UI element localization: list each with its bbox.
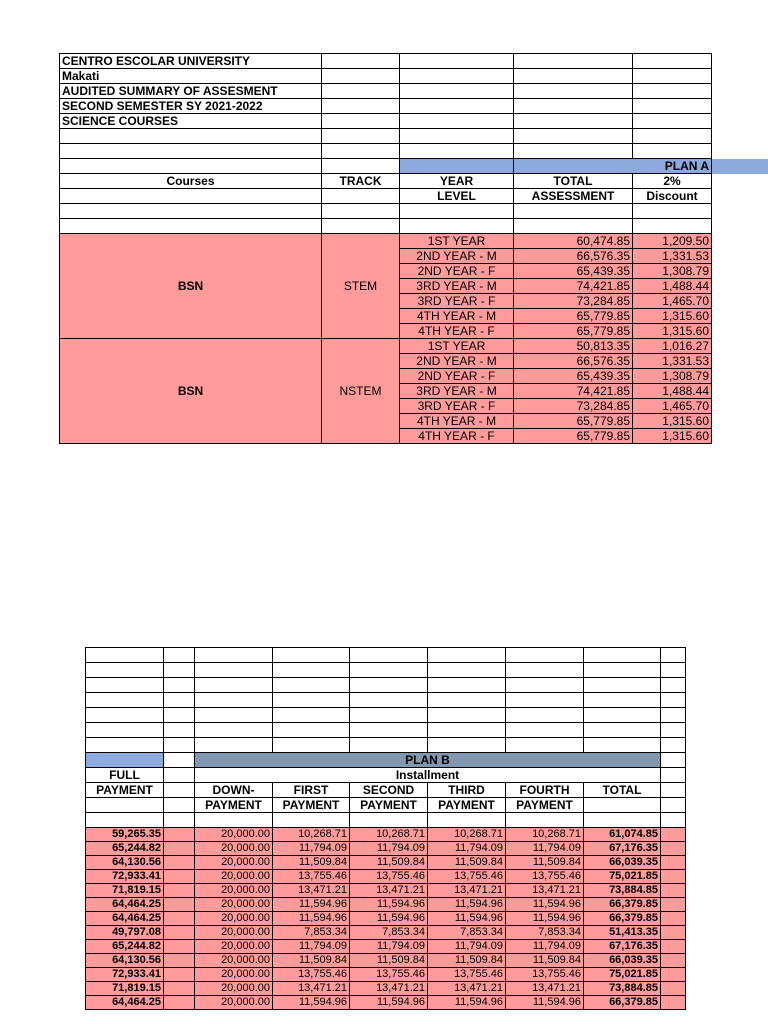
col-fourth-2: PAYMENT xyxy=(506,798,584,813)
full-payment-cell: 72,933.41 xyxy=(86,870,164,884)
discount-cell: 1,488.44 xyxy=(633,279,712,294)
col-year-2: LEVEL xyxy=(400,189,514,204)
year-level-cell: 1ST YEAR xyxy=(400,339,514,354)
fourth-payment-cell: 11,509.84 xyxy=(506,954,584,968)
year-level-cell: 3RD YEAR - M xyxy=(400,384,514,399)
total-assessment-cell: 74,421.85 xyxy=(514,279,633,294)
spacer-cell xyxy=(661,982,686,996)
year-level-cell: 4TH YEAR - F xyxy=(400,324,514,339)
second-payment-cell: 11,594.96 xyxy=(350,912,428,926)
third-payment-cell: 11,794.09 xyxy=(428,842,506,856)
spacer-cell xyxy=(661,870,686,884)
third-payment-cell: 11,794.09 xyxy=(428,940,506,954)
year-level-cell: 2ND YEAR - F xyxy=(400,264,514,279)
spacer-cell xyxy=(661,926,686,940)
full-payment-cell: 64,130.56 xyxy=(86,856,164,870)
down-payment-cell: 20,000.00 xyxy=(195,968,273,982)
fourth-payment-cell: 11,794.09 xyxy=(506,940,584,954)
total-assessment-cell: 65,779.85 xyxy=(514,309,633,324)
fourth-payment-cell: 11,594.96 xyxy=(506,898,584,912)
semester: SECOND SEMESTER SY 2021-2022 xyxy=(60,99,322,114)
first-payment-cell: 11,794.09 xyxy=(273,940,350,954)
second-payment-cell: 13,471.21 xyxy=(350,884,428,898)
plan-b-row xyxy=(86,912,686,926)
spacer-cell xyxy=(661,954,686,968)
spacer-cell xyxy=(164,842,195,856)
spacer-cell xyxy=(661,968,686,982)
col-total-2: ASSESSMENT xyxy=(514,189,633,204)
col-total: TOTAL xyxy=(514,174,633,189)
third-payment-cell: 11,509.84 xyxy=(428,856,506,870)
plan-b-row xyxy=(86,954,686,968)
plan-b-row xyxy=(86,856,686,870)
down-payment-cell: 20,000.00 xyxy=(195,898,273,912)
fourth-payment-cell: 11,594.96 xyxy=(506,996,584,1010)
col-courses: Courses xyxy=(60,174,322,189)
total-assessment-cell: 66,576.35 xyxy=(514,249,633,264)
discount-cell: 1,331.53 xyxy=(633,249,712,264)
spacer-cell xyxy=(164,856,195,870)
fourth-payment-cell: 13,755.46 xyxy=(506,968,584,982)
third-payment-cell: 13,755.46 xyxy=(428,968,506,982)
down-payment-cell: 20,000.00 xyxy=(195,912,273,926)
plan-b-row xyxy=(86,996,686,1010)
school-name: CENTRO ESCOLAR UNIVERSITY xyxy=(60,54,322,69)
first-payment-cell: 13,755.46 xyxy=(273,870,350,884)
col-third-2: PAYMENT xyxy=(428,798,506,813)
col-full-2: PAYMENT xyxy=(86,783,164,798)
fourth-payment-cell: 13,471.21 xyxy=(506,982,584,996)
year-level-cell: 2ND YEAR - M xyxy=(400,354,514,369)
spacer-cell xyxy=(661,912,686,926)
plan-b-row xyxy=(86,926,686,940)
spacer-cell xyxy=(164,912,195,926)
plan-b-label: PLAN B xyxy=(195,753,661,768)
first-payment-cell: 13,471.21 xyxy=(273,884,350,898)
third-payment-cell: 10,268.71 xyxy=(428,828,506,842)
discount-cell: 1,488.44 xyxy=(633,384,712,399)
discount-cell: 1,315.60 xyxy=(633,324,712,339)
third-payment-cell: 13,471.21 xyxy=(428,982,506,996)
third-payment-cell: 11,594.96 xyxy=(428,996,506,1010)
plan-a-label: PLAN A xyxy=(514,159,712,174)
third-payment-cell: 7,853.34 xyxy=(428,926,506,940)
first-payment-cell: 13,755.46 xyxy=(273,968,350,982)
plan-b-table xyxy=(85,647,686,1010)
fourth-payment-cell: 11,509.84 xyxy=(506,856,584,870)
year-level-cell: 3RD YEAR - M xyxy=(400,279,514,294)
fourth-payment-cell: 11,794.09 xyxy=(506,842,584,856)
second-payment-cell: 13,471.21 xyxy=(350,982,428,996)
plan-a-header-extension xyxy=(711,159,768,174)
year-level-cell: 4TH YEAR - M xyxy=(400,309,514,324)
total-assessment-cell: 74,421.85 xyxy=(514,384,633,399)
total-assessment-cell: 65,439.35 xyxy=(514,264,633,279)
discount-cell: 1,308.79 xyxy=(633,369,712,384)
second-payment-cell: 11,794.09 xyxy=(350,940,428,954)
courses-category: SCIENCE COURSES xyxy=(60,114,322,129)
total-cell: 66,039.35 xyxy=(584,856,661,870)
full-payment-cell: 71,819.15 xyxy=(86,982,164,996)
spacer-cell xyxy=(164,828,195,842)
col-full: FULL xyxy=(86,768,164,783)
total-assessment-cell: 73,284.85 xyxy=(514,294,633,309)
total-cell: 66,379.85 xyxy=(584,898,661,912)
plan-b-row xyxy=(86,884,686,898)
first-payment-cell: 10,268.71 xyxy=(273,828,350,842)
year-level-cell: 1ST YEAR xyxy=(400,234,514,249)
col-down-2: PAYMENT xyxy=(195,798,273,813)
first-payment-cell: 11,594.96 xyxy=(273,912,350,926)
spacer-cell xyxy=(661,856,686,870)
doc-title: AUDITED SUMMARY OF ASSESMENT xyxy=(60,84,322,99)
fourth-payment-cell: 11,594.96 xyxy=(506,912,584,926)
spacer-cell xyxy=(661,828,686,842)
third-payment-cell: 13,471.21 xyxy=(428,884,506,898)
first-payment-cell: 11,594.96 xyxy=(273,996,350,1010)
spacer-cell xyxy=(164,870,195,884)
down-payment-cell: 20,000.00 xyxy=(195,982,273,996)
discount-cell: 1,016.27 xyxy=(633,339,712,354)
discount-cell: 1,465.70 xyxy=(633,399,712,414)
total-cell: 73,884.85 xyxy=(584,982,661,996)
course-cell: BSN xyxy=(60,339,322,444)
total-assessment-cell: 65,439.35 xyxy=(514,369,633,384)
year-level-cell: 3RD YEAR - F xyxy=(400,399,514,414)
second-payment-cell: 11,509.84 xyxy=(350,954,428,968)
spacer-cell xyxy=(164,898,195,912)
col-down: DOWN- xyxy=(195,783,273,798)
total-cell: 67,176.35 xyxy=(584,940,661,954)
discount-cell: 1,209.50 xyxy=(633,234,712,249)
full-payment-cell: 64,464.25 xyxy=(86,912,164,926)
plan-a-table xyxy=(59,53,712,444)
third-payment-cell: 11,594.96 xyxy=(428,912,506,926)
col-total: TOTAL xyxy=(584,783,661,798)
spacer-cell xyxy=(661,884,686,898)
col-fourth: FOURTH xyxy=(506,783,584,798)
plan-b-row xyxy=(86,842,686,856)
col-discount-2: Discount xyxy=(633,189,712,204)
spacer-cell xyxy=(164,940,195,954)
full-payment-cell: 65,244.82 xyxy=(86,842,164,856)
year-level-cell: 4TH YEAR - M xyxy=(400,414,514,429)
fourth-payment-cell: 13,755.46 xyxy=(506,870,584,884)
col-track: TRACK xyxy=(322,174,400,189)
second-payment-cell: 11,794.09 xyxy=(350,842,428,856)
first-payment-cell: 11,594.96 xyxy=(273,898,350,912)
discount-cell: 1,308.79 xyxy=(633,264,712,279)
plan-a-row xyxy=(60,234,712,249)
track-cell: NSTEM xyxy=(322,339,400,444)
total-cell: 73,884.85 xyxy=(584,884,661,898)
first-payment-cell: 11,794.09 xyxy=(273,842,350,856)
full-payment-cell: 49,797.08 xyxy=(86,926,164,940)
spacer-cell xyxy=(164,954,195,968)
total-assessment-cell: 65,779.85 xyxy=(514,414,633,429)
spacer-cell xyxy=(164,982,195,996)
track-cell: STEM xyxy=(322,234,400,339)
full-payment-cell: 65,244.82 xyxy=(86,940,164,954)
down-payment-cell: 20,000.00 xyxy=(195,856,273,870)
second-payment-cell: 13,755.46 xyxy=(350,968,428,982)
total-cell: 67,176.35 xyxy=(584,842,661,856)
year-level-cell: 2ND YEAR - F xyxy=(400,369,514,384)
down-payment-cell: 20,000.00 xyxy=(195,996,273,1010)
down-payment-cell: 20,000.00 xyxy=(195,940,273,954)
discount-cell: 1,331.53 xyxy=(633,354,712,369)
full-payment-cell: 64,464.25 xyxy=(86,898,164,912)
full-payment-cell: 72,933.41 xyxy=(86,968,164,982)
second-payment-cell: 11,594.96 xyxy=(350,898,428,912)
second-payment-cell: 11,594.96 xyxy=(350,996,428,1010)
spacer-cell xyxy=(661,898,686,912)
second-payment-cell: 13,755.46 xyxy=(350,870,428,884)
full-payment-cell: 71,819.15 xyxy=(86,884,164,898)
spacer-cell xyxy=(661,940,686,954)
spacer-cell xyxy=(164,996,195,1010)
down-payment-cell: 20,000.00 xyxy=(195,954,273,968)
installment-label: Installment xyxy=(195,768,661,783)
total-assessment-cell: 65,779.85 xyxy=(514,324,633,339)
third-payment-cell: 11,594.96 xyxy=(428,898,506,912)
spacer-cell xyxy=(164,884,195,898)
total-assessment-cell: 73,284.85 xyxy=(514,399,633,414)
total-assessment-cell: 66,576.35 xyxy=(514,354,633,369)
total-cell: 66,379.85 xyxy=(584,996,661,1010)
down-payment-cell: 20,000.00 xyxy=(195,842,273,856)
col-first: FIRST xyxy=(273,783,350,798)
spacer-cell xyxy=(164,926,195,940)
plan-b-row xyxy=(86,968,686,982)
col-year: YEAR xyxy=(400,174,514,189)
plan-b-row xyxy=(86,940,686,954)
year-level-cell: 2ND YEAR - M xyxy=(400,249,514,264)
col-discount: 2% xyxy=(633,174,712,189)
first-payment-cell: 13,471.21 xyxy=(273,982,350,996)
total-cell: 51,413.35 xyxy=(584,926,661,940)
first-payment-cell: 11,509.84 xyxy=(273,856,350,870)
third-payment-cell: 11,509.84 xyxy=(428,954,506,968)
total-cell: 66,039.35 xyxy=(584,954,661,968)
plan-b-row xyxy=(86,828,686,842)
spacer-cell xyxy=(164,968,195,982)
fourth-payment-cell: 13,471.21 xyxy=(506,884,584,898)
discount-cell: 1,465.70 xyxy=(633,294,712,309)
plan-b-row xyxy=(86,982,686,996)
full-payment-cell: 64,130.56 xyxy=(86,954,164,968)
year-level-cell: 3RD YEAR - F xyxy=(400,294,514,309)
year-level-cell: 4TH YEAR - F xyxy=(400,429,514,444)
total-cell: 66,379.85 xyxy=(584,912,661,926)
down-payment-cell: 20,000.00 xyxy=(195,870,273,884)
total-cell: 75,021.85 xyxy=(584,870,661,884)
spacer-cell xyxy=(661,842,686,856)
down-payment-cell: 20,000.00 xyxy=(195,926,273,940)
plan-a-row xyxy=(60,339,712,354)
course-cell: BSN xyxy=(60,234,322,339)
first-payment-cell: 7,853.34 xyxy=(273,926,350,940)
third-payment-cell: 13,755.46 xyxy=(428,870,506,884)
discount-cell: 1,315.60 xyxy=(633,429,712,444)
col-first-2: PAYMENT xyxy=(273,798,350,813)
plan-b-row xyxy=(86,898,686,912)
full-payment-cell: 64,464.25 xyxy=(86,996,164,1010)
second-payment-cell: 11,509.84 xyxy=(350,856,428,870)
total-assessment-cell: 60,474.85 xyxy=(514,234,633,249)
discount-cell: 1,315.60 xyxy=(633,309,712,324)
second-payment-cell: 10,268.71 xyxy=(350,828,428,842)
total-cell: 75,021.85 xyxy=(584,968,661,982)
spacer-cell xyxy=(661,996,686,1010)
total-assessment-cell: 65,779.85 xyxy=(514,429,633,444)
col-second-2: PAYMENT xyxy=(350,798,428,813)
total-assessment-cell: 50,813.35 xyxy=(514,339,633,354)
plan-b-row xyxy=(86,870,686,884)
first-payment-cell: 11,509.84 xyxy=(273,954,350,968)
full-payment-cell: 59,265.35 xyxy=(86,828,164,842)
down-payment-cell: 20,000.00 xyxy=(195,884,273,898)
col-third: THIRD xyxy=(428,783,506,798)
col-second: SECOND xyxy=(350,783,428,798)
fourth-payment-cell: 10,268.71 xyxy=(506,828,584,842)
fourth-payment-cell: 7,853.34 xyxy=(506,926,584,940)
total-cell: 61,074.85 xyxy=(584,828,661,842)
campus-name: Makati xyxy=(60,69,322,84)
second-payment-cell: 7,853.34 xyxy=(350,926,428,940)
discount-cell: 1,315.60 xyxy=(633,414,712,429)
down-payment-cell: 20,000.00 xyxy=(195,828,273,842)
